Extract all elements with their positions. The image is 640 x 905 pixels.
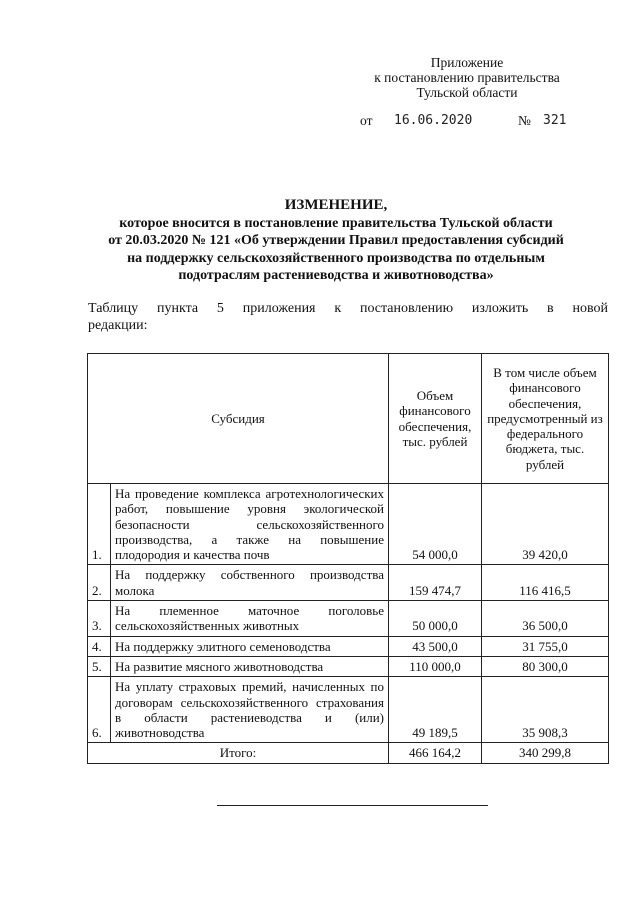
table-row	[88, 565, 609, 601]
total-volume: 466 164,2	[389, 743, 482, 763]
table-total-row	[88, 743, 609, 763]
heading-line: которое вносится в постановление правительства Тульской области	[119, 215, 553, 231]
heading-line: подотраслям растениеводства и животноводства»	[178, 268, 494, 283]
number-label: №	[518, 113, 531, 128]
row-number: 4.	[88, 636, 111, 656]
total-federal: 340 299,8	[482, 743, 609, 763]
row-federal: 35 908,3	[482, 677, 609, 743]
row-subsidy-name: На племенное маточное поголовье сельскохозяйственных животных	[111, 601, 389, 637]
row-federal: 80 300,0	[482, 656, 609, 676]
row-subsidy-name: На поддержку элитного семеноводства	[111, 636, 389, 656]
heading-line: от 20.03.2020 № 121 «Об утверждении Правил предоставления субсидий	[108, 233, 564, 248]
header-federal: В том числе объем финансового обеспечения, предусмотренный из федерального бюджета, тыс. рублей	[482, 354, 609, 484]
row-volume: 159 474,7	[389, 565, 482, 601]
row-volume: 49 189,5	[389, 677, 482, 743]
heading-line: на поддержку сельскохозяйственного производства по отдельным	[127, 250, 545, 266]
document-date: 16.06.2020	[394, 113, 473, 128]
row-federal: 31 755,0	[482, 636, 609, 656]
document-heading	[70, 197, 602, 285]
heading-title: ИЗМЕНЕНИЕ,	[284, 197, 388, 213]
appendix-line: Приложение	[430, 55, 504, 70]
row-federal: 116 416,5	[482, 565, 609, 601]
appendix-line: к постановлению правительства	[374, 70, 560, 85]
row-number: 1.	[88, 484, 111, 565]
closing-rule	[217, 805, 488, 806]
row-volume: 43 500,0	[389, 636, 482, 656]
document-number: 321	[543, 113, 567, 128]
row-subsidy-name: На развитие мясного животноводства	[111, 656, 389, 676]
table-row	[88, 677, 609, 743]
row-subsidy-name: На проведение комплекса агротехнологических работ, повышение уровня экологической безопасности сельскохозяйственного производства, а также на повышение плодородия и качества почв	[111, 484, 389, 565]
lead-paragraph-end: редакции:	[88, 318, 148, 333]
table-row	[88, 601, 609, 637]
row-subsidy-name: На уплату страховых премий, начисленных по договорам сельскохозяйственного страхования в области растениеводства и (или) животноводства	[111, 677, 389, 743]
row-volume: 54 000,0	[389, 484, 482, 565]
row-volume: 50 000,0	[389, 601, 482, 637]
row-number: 5.	[88, 656, 111, 676]
table-row	[88, 656, 609, 676]
table-row	[88, 484, 609, 565]
row-volume: 110 000,0	[389, 656, 482, 676]
header-subsidy: Субсидия	[88, 354, 389, 484]
row-federal: 36 500,0	[482, 601, 609, 637]
subsidy-table	[87, 353, 609, 764]
row-federal: 39 420,0	[482, 484, 609, 565]
row-number: 2.	[88, 565, 111, 601]
row-subsidy-name: На поддержку собственного производства молока	[111, 565, 389, 601]
lead-paragraph: Таблицу пункта 5 приложения к постановлению изложить в новой	[88, 301, 608, 316]
appendix-block	[352, 55, 582, 100]
row-number: 6.	[88, 677, 111, 743]
row-number: 3.	[88, 601, 111, 637]
total-label: Итого:	[88, 743, 389, 763]
appendix-line: Тульской области	[416, 85, 518, 100]
header-volume: Объем финансового обеспечения, тыс. рублей	[389, 354, 482, 484]
date-number-line	[360, 113, 567, 129]
from-label: от	[360, 113, 373, 128]
table-row	[88, 636, 609, 656]
table-header-row	[88, 354, 609, 484]
